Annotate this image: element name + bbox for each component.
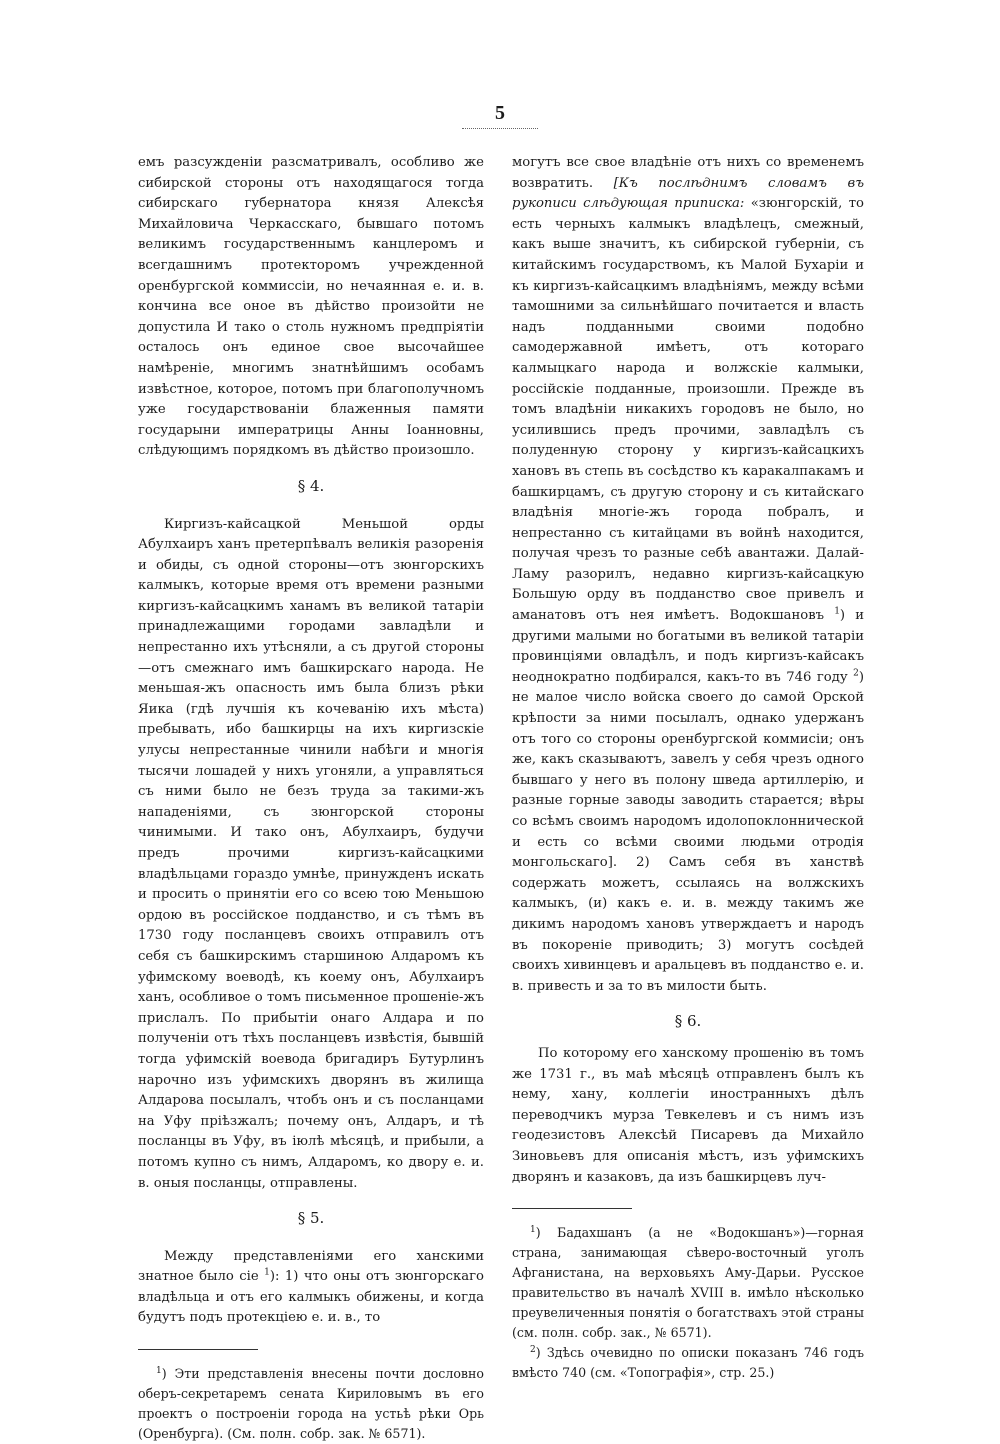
right-paragraph-1 xyxy=(512,153,864,997)
left-paragraph-3 xyxy=(138,1247,484,1329)
footnote-text: ) Бадахшанъ (а не «Водокшанъ»)—горная страна, занимающая сѣверо-восточный уголъ Афганистана, на верховьяхъ Аму-Дарьи. Русское правительство въ началѣ XVIII в. имѣло нѣсколько преувеличенныя понятiя о богатствахъ этой страны (см. полн. собр. зак., № 6571). xyxy=(512,1225,864,1341)
section-5-heading: § 5. xyxy=(297,1209,325,1228)
text-run: ): 1) что оны отъ зюнгорскаго владѣльца и отъ его калмыкъ обижены, и когда будутъ подъ протекцiею е. и. в., то xyxy=(138,1269,484,1326)
footnote-number: 2 xyxy=(530,1344,536,1355)
footnote-text: ) Здѣсь очевидно по описки показанъ 746 годъ вмѣсто 740 (см. «Топографiя», стр. 25.) xyxy=(512,1345,864,1381)
footnote-ref: 1 xyxy=(834,606,840,617)
footnote-number: 1 xyxy=(530,1224,536,1235)
right-paragraph-2: По которому его ханскому прошенiю въ томъ же 1731 г., въ маѣ мѣсяцѣ отправленъ былъ къ нему, хану, коллегiи иностранныхъ дѣлъ переводчикъ мурза Тевкелевъ и съ нимъ изъ геодезистовъ Алексѣй Писаревъ да Михайло Зиновьевъ для описанiя мѣстъ, изъ уфимскихъ дворянъ и казаковъ, да изъ башкирцевъ луч- xyxy=(512,1045,864,1185)
section-6-heading: § 6. xyxy=(674,1012,702,1031)
left-paragraph-1: емъ разсужденiи разсматривалъ, особливо же сибирской стороны отъ находящагося тогда сибирскаго губернатора князя Алексѣя Михайловича Черкасскаго, бывшаго потомъ великимъ государственнымъ канцлеромъ и всегдашнимъ протекторомъ учрежденной оренбургской коммиссiи, но нечаянная е. и. в. кончина все оное въ дѣйство произойти не допустила И тако о столь нужномъ предпрiятiи осталось онъ единое свое высочайшее намѣренiе, многимъ знатнѣйшимъ особамъ извѣстное, которое, потомъ при благополучномъ уже государствованiи блаженныя памяти государыни императрицы Анны Iоанновны, слѣдующимъ порядкомъ въ дѣйство произошло. xyxy=(138,155,484,459)
right-footnotes xyxy=(512,1223,864,1383)
footnote-ref: 2 xyxy=(853,668,859,679)
left-footnotes xyxy=(138,1364,484,1444)
text-run: Между представленiями его ханскими знатное было сiе xyxy=(138,1248,484,1285)
footnote-ref: 1 xyxy=(264,1267,270,1278)
page-number: 5 xyxy=(495,102,505,124)
footnote-separator xyxy=(512,1208,632,1209)
text-run: «зюнгорскiй, то есть черныхъ калмыкъ владѣлецъ, смежный, какъ выше значитъ, къ сибирской губернiи, съ китайскимъ государствомъ, къ Малой Бухарiи и къ киргизъ-кайсацкимъ владѣнiямъ, между всѣми тамошними за сильнѣйшаго почитается и власть надъ подданными своими подобно самодержавной имѣетъ, отъ котораго калмыцкаго народа и волжскiе калмыки, россiйскiе подданные, произошли. Прежде въ томъ владѣнiи никакихъ городовъ не было, но усилившись предъ прочими, завладѣлъ съ полуденную сторону у киргизъ-кайсацкихъ хановъ въ степь въ сосѣдство къ каракалпакамъ и башкирцамъ, съ другую сторону и съ китайскаго владѣнiя многiе-жъ города побралъ, и непрестанно съ китайцами въ войнѣ находится, получая чрезъ то разные себѣ авантажи. Далай-Ламу разорилъ, недавно киргизъ-кайсацкую Большую орду въ подданство свое привелъ и аманатовъ отъ нея имѣетъ. Водокшановъ xyxy=(512,196,864,624)
footnote-1 xyxy=(138,1364,484,1444)
footnote-2 xyxy=(512,1343,864,1383)
left-column xyxy=(138,153,484,1444)
left-paragraph-2: Киргизъ-кайсацкой Меньшой орды Абулхаиръ ханъ претерпѣвалъ великiя разоренiя и обиды, съ одной стороны—отъ зюнгорскихъ калмыкъ, которые время отъ времени разными киргизъ-кайсацкимъ ханамъ въ великой татарiи принадлежащими городами завладѣли и непрестанно ихъ утѣсняли, а съ другой стороны —отъ смежнаго имъ башкирскаго народа. Не меньшая-жъ опасность имъ была близъ рѣки Яика (гдѣ лучшiя къ кочеванiю ихъ мѣста) пребывать, ибо башкирцы на ихъ киргизскiе улусы непрестанные чинили набѣги и многiя тысячи лошадей у нихъ угоняли, а управляться съ ними было не безъ труда за такими-жъ нападенiями, съ зюнгорской стороны чинимыми. И тако онъ, Абулхаиръ, будучи предъ прочими киргизъ-кайсацкими владѣльцами гораздо умнѣе, принужденъ искать и просить о принятiи его со всею тою Меньшою ордою въ россiйское подданство, и съ тѣмъ въ 1730 году посланцевъ своихъ отправилъ отъ себя съ башкирскимъ старшиною Алдаромъ къ уфимскому воеводѣ, къ коему онъ, Абулхаиръ ханъ, особливое о томъ письменное прошенiе-жъ прислалъ. По прибытiи онаго Алдара и по полученiи отъ тѣхъ посланцевъ извѣстiя, бывшiй тогда уфимскiй воевода бригадиръ Бутурлинъ нарочно изъ уфимскихъ дворянъ въ жилища Алдарова посылалъ, чтобъ онъ и съ посланцами на Уфу прiѣзжалъ; почему онъ, Алдаръ, и тѣ посланцы въ Уфу, въ iюлѣ мѣсяцѣ, и прибыли, а потомъ купно съ нимъ, Алдаромъ, ко двору е. и. в. оныя посланцы, отправлены. xyxy=(138,516,484,1191)
italic-note: [Къ послѣднимъ словамъ въ рукописи слѣдующая приписка: xyxy=(512,175,864,212)
footnote-1 xyxy=(512,1223,864,1343)
section-4-heading: § 4. xyxy=(297,476,325,495)
footnote-number: 1 xyxy=(156,1365,162,1376)
footnote-text: ) Эти представленiя внесены почти дословно оберъ-секретаремъ сената Кириловымъ въ его проектъ о построенiи города на устьѣ рѣки Орь (Оренбурга). (См. полн. собр. зак. № 6571). xyxy=(138,1366,484,1442)
header-rule xyxy=(462,128,538,129)
right-column xyxy=(512,153,864,1383)
text-run: могутъ все свое владѣнiе отъ нихъ со временемъ возвратить. xyxy=(512,155,864,191)
text-run: ) и другими малыми но богатыми въ великой татарiи провинцiями овладѣлъ, и подъ киргизъ-кайсакъ неоднократно подбирался, какъ-то въ 746 году xyxy=(512,608,864,685)
text-run: ) не малое число войска своего до самой Орской крѣпости за ними посылалъ, однако удержанъ отъ того со стороны оренбургской коммисiи; онъ же, какъ сказываютъ, завелъ у себя чрезъ одного бывшаго у него въ полону шведа артиллерiю, и разные горные заводы заводить старается; вѣры со всѣмъ своимъ народомъ идолопоклоннической и есть со всѣми своими людьми отродiя монгольскаго]. 2) Самъ себя въ ханствѣ содержать можетъ, ссылаясь на волжскихъ калмыкъ, (и) какъ е. и. в. между такимъ же дикимъ народомъ хановъ утверждаетъ и народъ въ покоренiе приводить; 3) могутъ сосѣдей своихъ хивинцевъ и аральцевъ въ подданство е. и. в. привесть и за то въ милости быть. xyxy=(512,669,864,994)
footnote-separator xyxy=(138,1349,258,1350)
